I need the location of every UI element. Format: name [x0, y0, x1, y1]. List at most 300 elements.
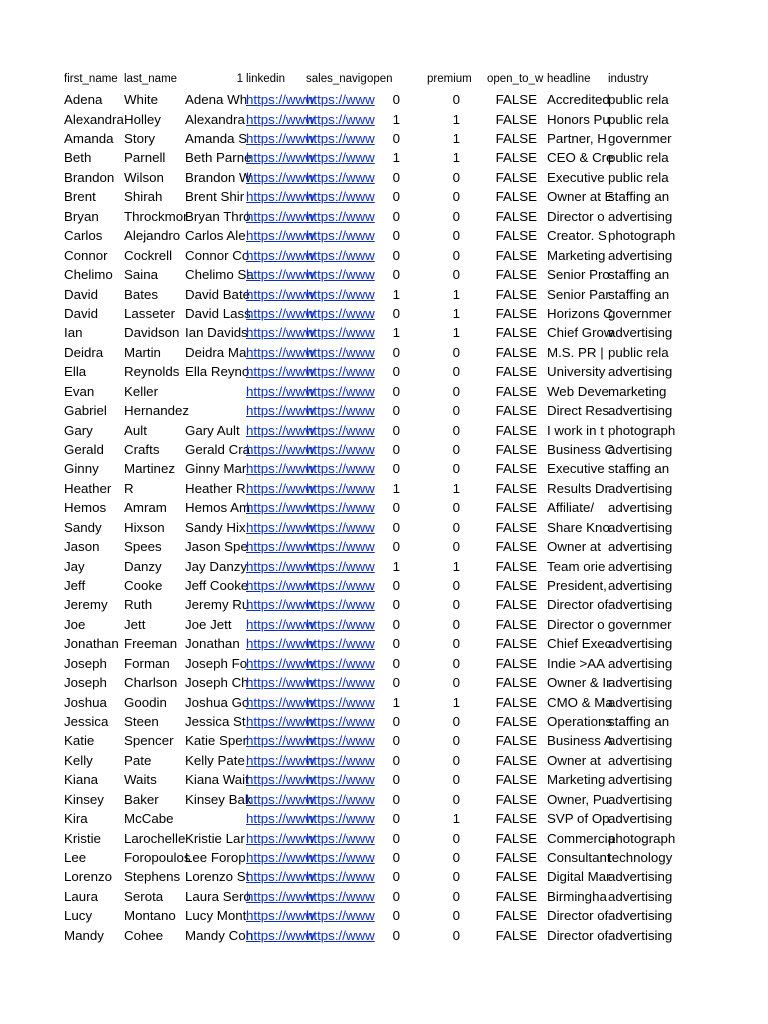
linkedin-link[interactable]: https://www	[246, 888, 315, 904]
premium-cell: 0	[452, 500, 460, 516]
headline-cell: M.S. PR |	[547, 344, 604, 360]
table-row	[0, 323, 768, 342]
open-to-work-cell: FALSE	[495, 267, 537, 283]
last-name-cell: R	[124, 480, 134, 496]
premium-cell: 0	[452, 752, 460, 768]
sales-navigator-link[interactable]: https://www	[306, 461, 375, 477]
industry-cell: technology	[608, 849, 673, 865]
full-name-cell: Adena Wh	[185, 92, 248, 108]
industry-cell: advertising	[608, 597, 673, 613]
table-row	[0, 557, 768, 576]
last-name-cell: Waits	[124, 772, 157, 788]
open-cell: 0	[392, 772, 400, 788]
full-name-cell: Lee Forop	[185, 849, 246, 865]
sales-navigator-link[interactable]: https://www	[306, 441, 375, 457]
open-cell: 0	[392, 131, 400, 147]
industry-cell: advertising	[608, 577, 673, 593]
open-cell: 0	[392, 713, 400, 729]
first-name-cell: Kiana	[64, 772, 99, 788]
linkedin-link[interactable]: https://www	[246, 267, 315, 283]
open-cell: 0	[392, 169, 400, 185]
full-name-cell: Jay Danzy	[185, 558, 248, 574]
sales-navigator-link[interactable]: https://www	[306, 597, 375, 613]
sales-navigator-link[interactable]: https://www	[306, 752, 375, 768]
table-row	[0, 440, 768, 459]
linkedin-link[interactable]: https://www	[246, 422, 315, 438]
sales-navigator-link[interactable]: https://www	[306, 869, 375, 885]
headline-cell: Results Dr	[547, 480, 610, 496]
first-name-cell: Carlos	[64, 228, 103, 244]
linkedin-link[interactable]: https://www	[246, 441, 315, 457]
linkedin-link[interactable]: https://www	[246, 577, 315, 593]
open-to-work-cell: FALSE	[495, 403, 537, 419]
full-name-cell: Gary Ault	[185, 422, 240, 438]
linkedin-link[interactable]: https://www	[246, 169, 315, 185]
open-cell: 1	[392, 286, 400, 302]
headline-cell: Accredited	[547, 92, 610, 108]
open-cell: 1	[392, 558, 400, 574]
last-name-cell: Crafts	[124, 441, 160, 457]
open-to-work-cell: FALSE	[495, 772, 537, 788]
sales-navigator-link[interactable]: https://www	[306, 92, 375, 108]
first-name-cell: Mandy	[64, 927, 104, 943]
linkedin-link[interactable]: https://www	[246, 92, 315, 108]
linkedin-link[interactable]: https://www	[246, 364, 315, 380]
headline-cell: Partner, H	[547, 131, 607, 147]
last-name-cell: Steen	[124, 713, 159, 729]
headline-cell: Marketing	[547, 772, 606, 788]
full-name-cell: Jessica St	[185, 713, 246, 729]
linkedin-link[interactable]: https://www	[246, 869, 315, 885]
open-to-work-cell: FALSE	[495, 344, 537, 360]
open-cell: 0	[392, 208, 400, 224]
last-name-cell: Goodin	[124, 694, 167, 710]
last-name-cell: Stephens	[124, 869, 181, 885]
first-name-cell: Kira	[64, 811, 88, 827]
linkedin-link[interactable]: https://www	[246, 208, 315, 224]
sales-navigator-link[interactable]: https://www	[306, 733, 375, 749]
open-cell: 1	[392, 150, 400, 166]
table-row	[0, 790, 768, 809]
open-cell: 0	[392, 908, 400, 924]
linkedin-link[interactable]: https://www	[246, 403, 315, 419]
open-to-work-cell: FALSE	[495, 364, 537, 380]
sales-navigator-link[interactable]: https://www	[306, 655, 375, 671]
sales-navigator-link[interactable]: https://www	[306, 286, 375, 302]
full-name-cell: Brandon W	[185, 169, 252, 185]
sales-navigator-link[interactable]: https://www	[306, 403, 375, 419]
sales-navigator-link[interactable]: https://www	[306, 772, 375, 788]
sales-navigator-link[interactable]: https://www	[306, 169, 375, 185]
open-cell: 0	[392, 616, 400, 632]
headline-cell: Senior Pro	[547, 267, 610, 283]
table-row	[0, 576, 768, 595]
sales-navigator-link[interactable]: https://www	[306, 908, 375, 924]
last-name-cell: Charlson	[124, 675, 178, 691]
linkedin-link[interactable]: https://www	[246, 500, 315, 516]
last-name-cell: Foropoulos	[124, 849, 191, 865]
premium-cell: 0	[452, 597, 460, 613]
open-cell: 0	[392, 422, 400, 438]
full-name-cell: Deidra Ma	[185, 344, 247, 360]
sales-navigator-link[interactable]: https://www	[306, 849, 375, 865]
sales-navigator-link[interactable]: https://www	[306, 305, 375, 321]
industry-cell: photograph	[608, 422, 676, 438]
first-name-cell: Gerald	[64, 441, 104, 457]
premium-cell: 0	[452, 655, 460, 671]
full-name-cell: Joe Jett	[185, 616, 232, 632]
last-name-cell: Larochelle	[124, 830, 186, 846]
linkedin-link[interactable]: https://www	[246, 597, 315, 613]
linkedin-link[interactable]: https://www	[246, 694, 315, 710]
premium-cell: 0	[452, 441, 460, 457]
table-row	[0, 226, 768, 245]
last-name-cell: Jett	[124, 616, 146, 632]
industry-cell: staffing an	[608, 189, 670, 205]
table-row	[0, 362, 768, 381]
sales-navigator-link[interactable]: https://www	[306, 694, 375, 710]
last-name-cell: Hernandez	[124, 403, 190, 419]
sales-navigator-link[interactable]: https://www	[306, 675, 375, 691]
first-name-cell: Jeff	[64, 577, 86, 593]
open-to-work-cell: FALSE	[495, 616, 537, 632]
industry-cell: advertising	[608, 908, 673, 924]
linkedin-link[interactable]: https://www	[246, 772, 315, 788]
premium-cell: 0	[452, 713, 460, 729]
open-to-work-cell: FALSE	[495, 228, 537, 244]
sales-navigator-link[interactable]: https://www	[306, 344, 375, 360]
premium-cell: 0	[452, 636, 460, 652]
sales-navigator-link[interactable]: https://www	[306, 577, 375, 593]
premium-cell: 0	[452, 616, 460, 632]
premium-cell: 0	[452, 403, 460, 419]
last-name-cell: Spees	[124, 539, 162, 555]
table-row	[0, 479, 768, 498]
full-name-cell	[185, 382, 244, 401]
open-cell: 0	[392, 519, 400, 535]
headline-cell: Executive	[547, 461, 605, 477]
industry-cell: advertising	[608, 539, 673, 555]
sales-navigator-link[interactable]: https://www	[306, 131, 375, 147]
open-to-work-cell: FALSE	[495, 694, 537, 710]
sales-navigator-link[interactable]: https://www	[306, 150, 375, 166]
open-to-work-cell: FALSE	[495, 752, 537, 768]
premium-cell: 0	[452, 791, 460, 807]
linkedin-link[interactable]: https://www	[246, 305, 315, 321]
linkedin-link[interactable]: https://www	[246, 539, 315, 555]
industry-cell: advertising	[608, 791, 673, 807]
sales-navigator-link[interactable]: https://www	[306, 830, 375, 846]
linkedin-link[interactable]: https://www	[246, 908, 315, 924]
sales-navigator-link[interactable]: https://www	[306, 364, 375, 380]
table-row	[0, 265, 768, 284]
headline-cell: Director o	[547, 208, 605, 224]
open-to-work-cell: FALSE	[495, 131, 537, 147]
linkedin-link[interactable]: https://www	[246, 461, 315, 477]
sales-navigator-link[interactable]: https://www	[306, 480, 375, 496]
premium-cell: 0	[452, 208, 460, 224]
table-row	[0, 148, 768, 167]
full-name-cell: Kinsey Bak	[185, 791, 252, 807]
last-name-cell: Parnell	[124, 150, 166, 166]
first-name-cell: Chelimo	[64, 267, 113, 283]
linkedin-link[interactable]: https://www	[246, 383, 315, 399]
sales-navigator-link[interactable]: https://www	[306, 247, 375, 263]
industry-cell: advertising	[608, 441, 673, 457]
linkedin-link[interactable]: https://www	[246, 189, 315, 205]
table-row	[0, 693, 768, 712]
linkedin-link[interactable]: https://www	[246, 286, 315, 302]
last-name-cell: Holley	[124, 111, 161, 127]
industry-cell: governmer	[608, 131, 672, 147]
open-cell: 1	[392, 480, 400, 496]
header-first-name: first_name	[64, 73, 118, 85]
premium-cell: 0	[452, 519, 460, 535]
premium-cell: 0	[452, 92, 460, 108]
headline-cell: Digital Mar	[547, 869, 611, 885]
table-row	[0, 207, 768, 226]
industry-cell: public rela	[608, 150, 669, 166]
first-name-cell: Gary	[64, 422, 93, 438]
full-name-cell: Jeff Cooke	[185, 577, 249, 593]
headline-cell: Indie >AA	[547, 655, 606, 671]
linkedin-link[interactable]: https://www	[246, 713, 315, 729]
first-name-cell: Jay	[64, 558, 85, 574]
open-to-work-cell: FALSE	[495, 636, 537, 652]
open-to-work-cell: FALSE	[495, 305, 537, 321]
premium-cell: 0	[452, 888, 460, 904]
open-to-work-cell: FALSE	[495, 422, 537, 438]
table-row	[0, 848, 768, 867]
open-cell: 0	[392, 811, 400, 827]
industry-cell: staffing an	[608, 713, 670, 729]
industry-cell: staffing an	[608, 286, 670, 302]
sales-navigator-link[interactable]: https://www	[306, 539, 375, 555]
last-name-cell: Cockrell	[124, 247, 173, 263]
header-headline: headline	[547, 73, 591, 85]
first-name-cell: Jonathan	[64, 636, 119, 652]
premium-cell: 1	[452, 111, 460, 127]
first-name-cell: Heather	[64, 480, 112, 496]
open-to-work-cell: FALSE	[495, 480, 537, 496]
sales-navigator-link[interactable]: https://www	[306, 500, 375, 516]
sales-navigator-link[interactable]: https://www	[306, 208, 375, 224]
last-name-cell: Reynolds	[124, 364, 180, 380]
full-name-cell: Connor Co	[185, 247, 250, 263]
industry-cell: advertising	[608, 519, 673, 535]
linkedin-link[interactable]: https://www	[246, 519, 315, 535]
full-name-cell	[185, 809, 244, 828]
full-name-cell: Joseph Fo	[185, 655, 248, 671]
open-to-work-cell: FALSE	[495, 189, 537, 205]
open-to-work-cell: FALSE	[495, 441, 537, 457]
headline-cell: Business C	[547, 441, 615, 457]
linkedin-link[interactable]: https://www	[246, 830, 315, 846]
industry-cell: advertising	[608, 675, 673, 691]
full-name-cell: Carlos Ale	[185, 228, 246, 244]
linkedin-link[interactable]: https://www	[246, 849, 315, 865]
table-row	[0, 770, 768, 789]
premium-cell: 1	[452, 305, 460, 321]
headline-cell: Owner & Ir	[547, 675, 611, 691]
open-to-work-cell: FALSE	[495, 655, 537, 671]
linkedin-link[interactable]: https://www	[246, 675, 315, 691]
header-open-to-work: open_to_w	[487, 73, 544, 85]
industry-cell: public rela	[608, 169, 669, 185]
linkedin-link[interactable]: https://www	[246, 247, 315, 263]
premium-cell: 0	[452, 830, 460, 846]
table-row	[0, 867, 768, 886]
first-name-cell: Joseph	[64, 655, 107, 671]
open-to-work-cell: FALSE	[495, 849, 537, 865]
linkedin-link[interactable]: https://www	[246, 655, 315, 671]
table-row	[0, 246, 768, 265]
industry-cell: photograph	[608, 228, 676, 244]
sales-navigator-link[interactable]: https://www	[306, 267, 375, 283]
open-cell: 0	[392, 927, 400, 943]
first-name-cell: Gabriel	[64, 403, 107, 419]
industry-cell: advertising	[608, 888, 673, 904]
full-name-cell: Heather R	[185, 480, 246, 496]
premium-cell: 0	[452, 189, 460, 205]
sales-navigator-link[interactable]: https://www	[306, 422, 375, 438]
premium-cell: 1	[452, 150, 460, 166]
first-name-cell: Ella	[64, 364, 87, 380]
sales-navigator-link[interactable]: https://www	[306, 791, 375, 807]
sales-navigator-link[interactable]: https://www	[306, 519, 375, 535]
open-to-work-cell: FALSE	[495, 558, 537, 574]
sales-navigator-link[interactable]: https://www	[306, 558, 375, 574]
last-name-cell: Throckmor	[124, 208, 188, 224]
industry-cell: advertising	[608, 208, 673, 224]
table-row	[0, 712, 768, 731]
sales-navigator-link[interactable]: https://www	[306, 616, 375, 632]
sales-navigator-link[interactable]: https://www	[306, 189, 375, 205]
linkedin-link[interactable]: https://www	[246, 927, 315, 943]
open-to-work-cell: FALSE	[495, 908, 537, 924]
industry-cell: public rela	[608, 344, 669, 360]
industry-cell: public rela	[608, 111, 669, 127]
table-row	[0, 498, 768, 517]
headline-cell: Executive	[547, 169, 605, 185]
premium-cell: 1	[452, 694, 460, 710]
sales-navigator-link[interactable]: https://www	[306, 636, 375, 652]
sales-navigator-link[interactable]: https://www	[306, 713, 375, 729]
open-cell: 0	[392, 92, 400, 108]
first-name-cell: Ian	[64, 325, 83, 341]
open-cell: 1	[392, 694, 400, 710]
first-name-cell: Lucy	[64, 908, 93, 924]
sales-navigator-link[interactable]: https://www	[306, 325, 375, 341]
full-name-cell: Lucy Mont	[185, 908, 247, 924]
premium-cell: 0	[452, 461, 460, 477]
last-name-cell: Alejandro	[124, 228, 181, 244]
headline-cell: SVP of Op	[547, 811, 610, 827]
last-name-cell: Pate	[124, 752, 152, 768]
table-row	[0, 518, 768, 537]
table-row	[0, 168, 768, 187]
first-name-cell: Joshua	[64, 694, 107, 710]
first-name-cell: Brent	[64, 189, 96, 205]
headline-cell: Director of	[547, 908, 609, 924]
industry-cell: governmer	[608, 305, 672, 321]
open-cell: 1	[392, 325, 400, 341]
linkedin-link[interactable]: https://www	[246, 480, 315, 496]
last-name-cell: Amram	[124, 500, 167, 516]
full-name-cell: Hemos Am	[185, 500, 251, 516]
linkedin-link[interactable]: https://www	[246, 752, 315, 768]
sales-navigator-link[interactable]: https://www	[306, 927, 375, 943]
open-to-work-cell: FALSE	[495, 92, 537, 108]
first-name-cell: Hemos	[64, 500, 107, 516]
open-to-work-cell: FALSE	[495, 713, 537, 729]
first-name-cell: David	[64, 305, 98, 321]
headline-cell: CEO & Cre	[547, 150, 614, 166]
linkedin-link[interactable]: https://www	[246, 636, 315, 652]
linkedin-link[interactable]: https://www	[246, 228, 315, 244]
first-name-cell: Adena	[64, 92, 103, 108]
sales-navigator-link[interactable]: https://www	[306, 811, 375, 827]
open-cell: 0	[392, 597, 400, 613]
sales-navigator-link[interactable]: https://www	[306, 228, 375, 244]
headline-cell: Director o	[547, 616, 605, 632]
header-industry: industry	[608, 73, 649, 85]
table-row	[0, 654, 768, 673]
premium-cell: 0	[452, 772, 460, 788]
open-to-work-cell: FALSE	[495, 791, 537, 807]
linkedin-link[interactable]: https://www	[246, 616, 315, 632]
open-cell: 0	[392, 636, 400, 652]
linkedin-link[interactable]: https://www	[246, 733, 315, 749]
linkedin-link[interactable]: https://www	[246, 325, 315, 341]
full-name-cell: Mandy Coh	[185, 927, 253, 943]
table-row	[0, 829, 768, 848]
linkedin-link[interactable]: https://www	[246, 791, 315, 807]
headline-cell: Owner at	[547, 752, 601, 768]
premium-cell: 1	[452, 286, 460, 302]
table-row	[0, 673, 768, 692]
first-name-cell: Ginny	[64, 461, 99, 477]
header-linkedin: linkedin	[246, 73, 285, 85]
table-row	[0, 537, 768, 556]
premium-cell: 0	[452, 267, 460, 283]
first-name-cell: Jeremy	[64, 597, 108, 613]
industry-cell: advertising	[608, 247, 673, 263]
linkedin-link[interactable]: https://www	[246, 131, 315, 147]
premium-cell: 1	[452, 325, 460, 341]
linkedin-link[interactable]: https://www	[246, 150, 315, 166]
open-to-work-cell: FALSE	[495, 325, 537, 341]
linkedin-link[interactable]: https://www	[246, 811, 315, 827]
sales-navigator-link[interactable]: https://www	[306, 111, 375, 127]
open-to-work-cell: FALSE	[495, 811, 537, 827]
premium-cell: 1	[452, 558, 460, 574]
headline-cell: Marketing	[547, 247, 606, 263]
sales-navigator-link[interactable]: https://www	[306, 383, 375, 399]
linkedin-link[interactable]: https://www	[246, 558, 315, 574]
linkedin-link[interactable]: https://www	[246, 344, 315, 360]
open-cell: 0	[392, 189, 400, 205]
table-row	[0, 751, 768, 770]
full-name-cell: Kiana Wait	[185, 772, 249, 788]
full-name-cell: Brent Shir	[185, 189, 245, 205]
linkedin-link[interactable]: https://www	[246, 111, 315, 127]
first-name-cell: Deidra	[64, 344, 104, 360]
sales-navigator-link[interactable]: https://www	[306, 888, 375, 904]
premium-cell: 0	[452, 539, 460, 555]
full-name-cell: Joseph Ch	[185, 675, 249, 691]
last-name-cell: Keller	[124, 383, 158, 399]
